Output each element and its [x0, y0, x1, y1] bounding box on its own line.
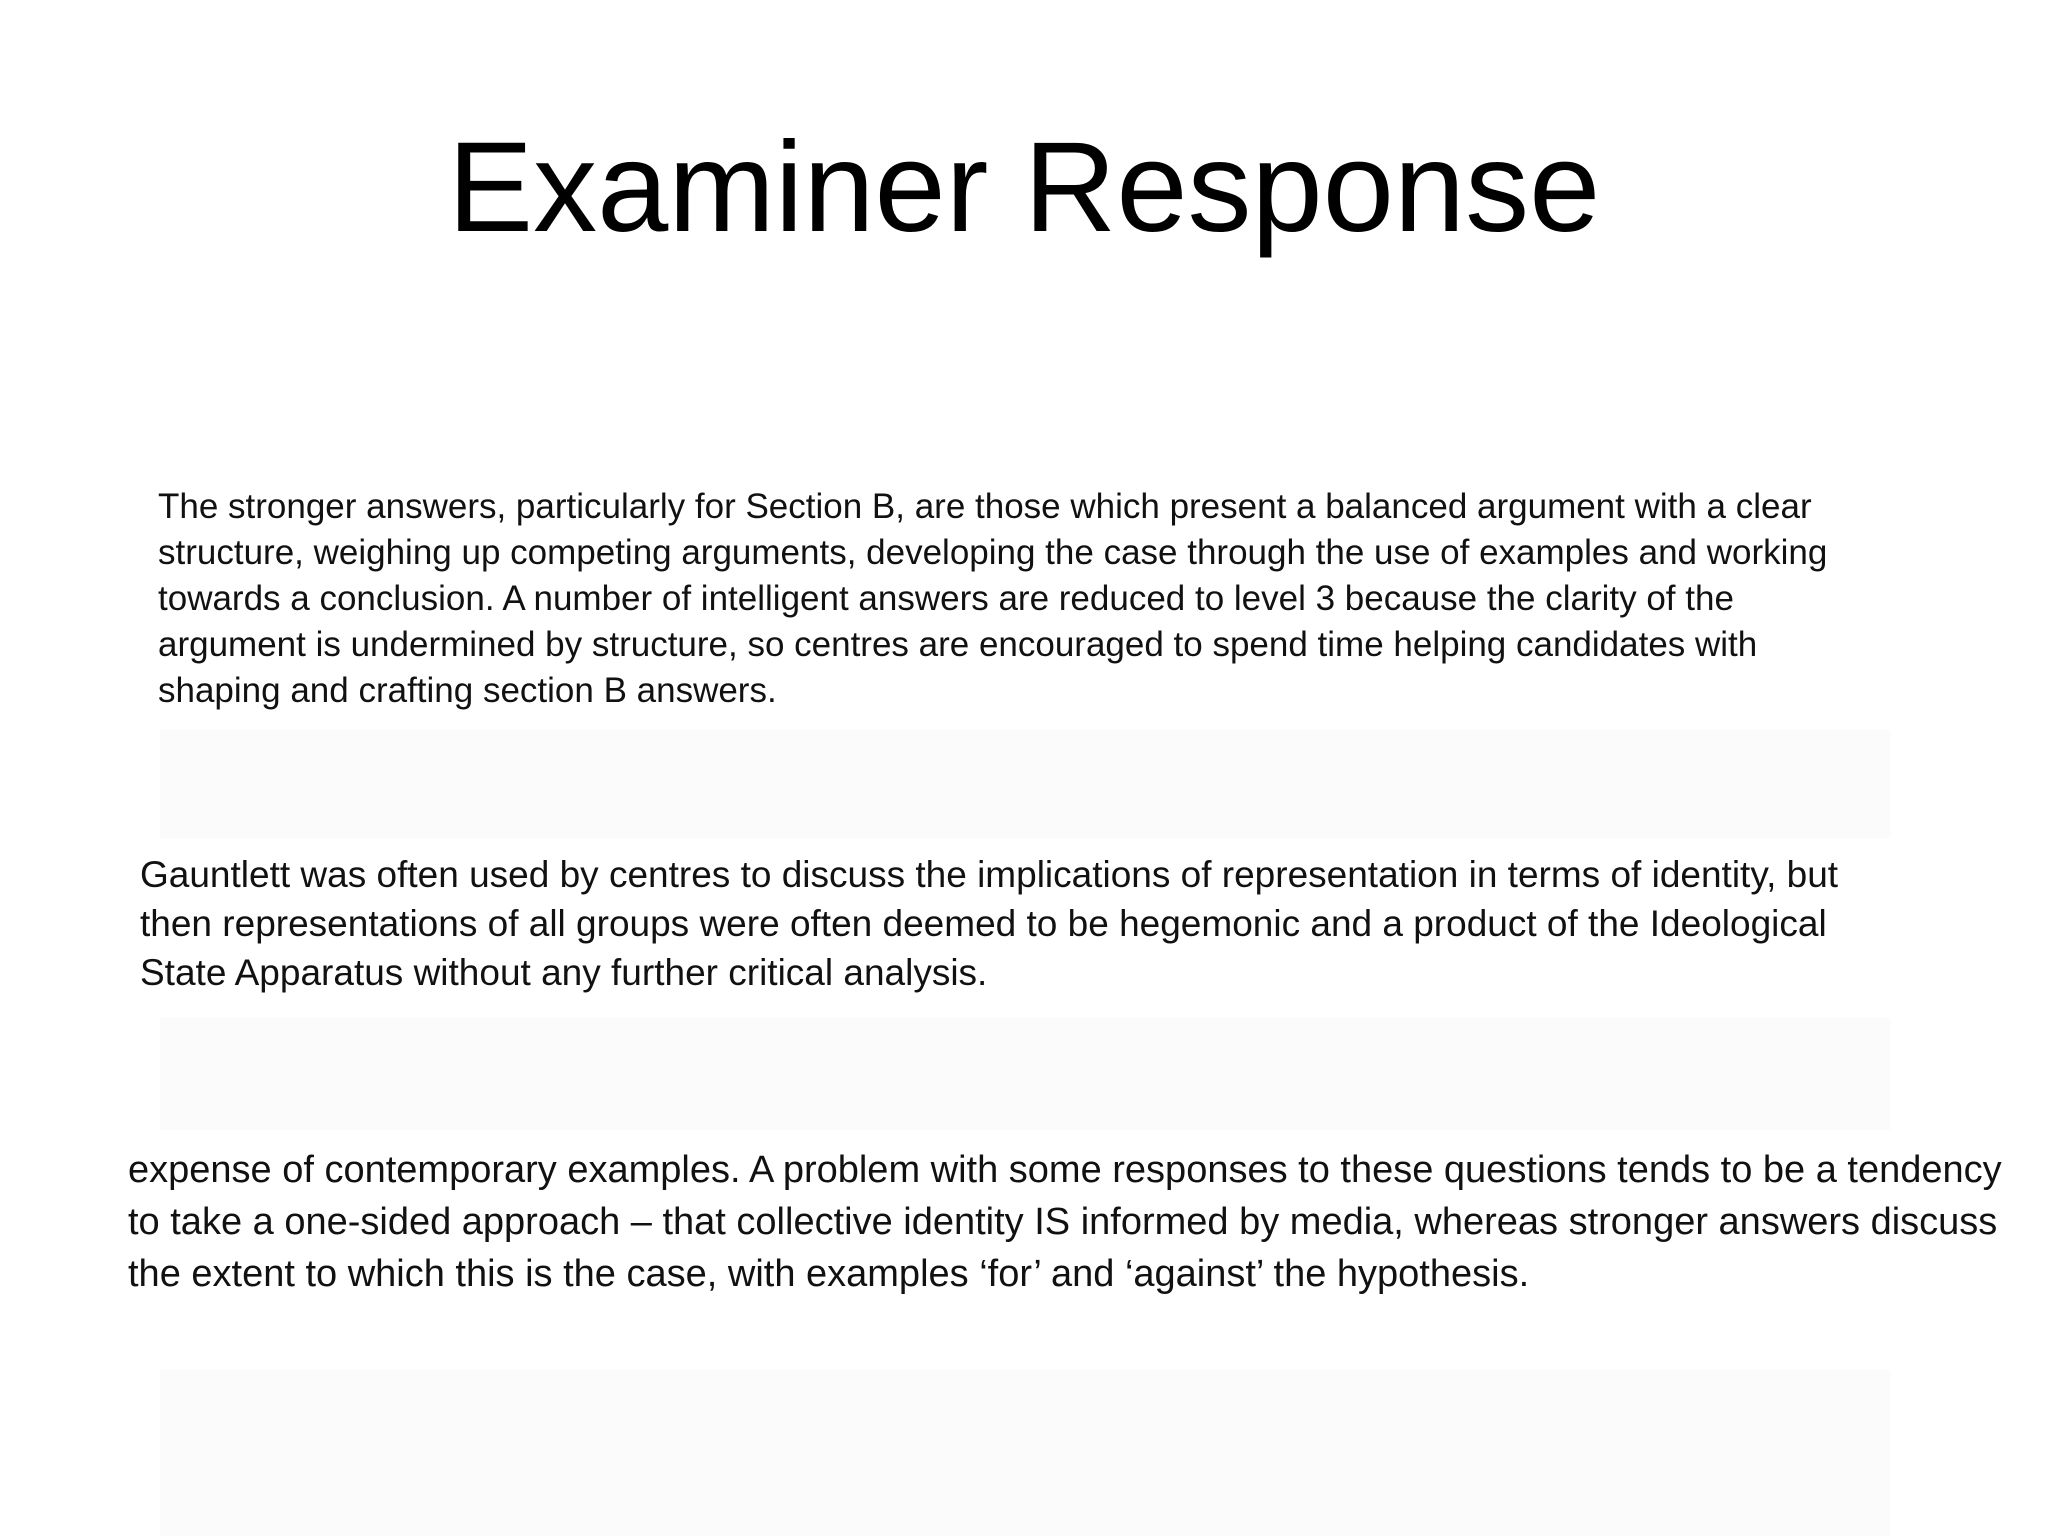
slide-title: Examiner Response: [447, 116, 1601, 259]
excerpt-section-b: [150, 470, 1890, 730]
excerpt-collective-identity: [122, 1130, 2022, 1370]
scan-background: [160, 1370, 1890, 1536]
scan-background: [160, 1018, 1890, 1130]
scan-background: [160, 730, 1890, 838]
excerpt-text: The stronger answers, particularly for Section B, are those which present a balanced argument with a clear structure, weighing up competing arguments, developing the case through the use of examples and working towards a conclusion. A number of intelligent answers are reduced to level 3 because the clarity of the argument is undermined by structure, so centres are encouraged to spend time helping candidates with shaping and crafting section B answers.: [158, 487, 1828, 710]
excerpt-text: expense of contemporary examples. A problem with some responses to these questions tends to be a tendency to take a one-sided approach – that collective identity IS informed by media, whereas stronger answers discuss the extent to which this is the case, with examples ‘for’ and ‘against’ the hypothesis.: [128, 1149, 2002, 1295]
excerpt-text: Gauntlett was often used by centres to discuss the implications of representation in terms of identity, but then representations of all groups were often deemed to be hegemonic and a product of the Ideological State Apparatus without any further critical analysis.: [140, 854, 1839, 993]
excerpt-gauntlett: [130, 838, 1900, 1018]
